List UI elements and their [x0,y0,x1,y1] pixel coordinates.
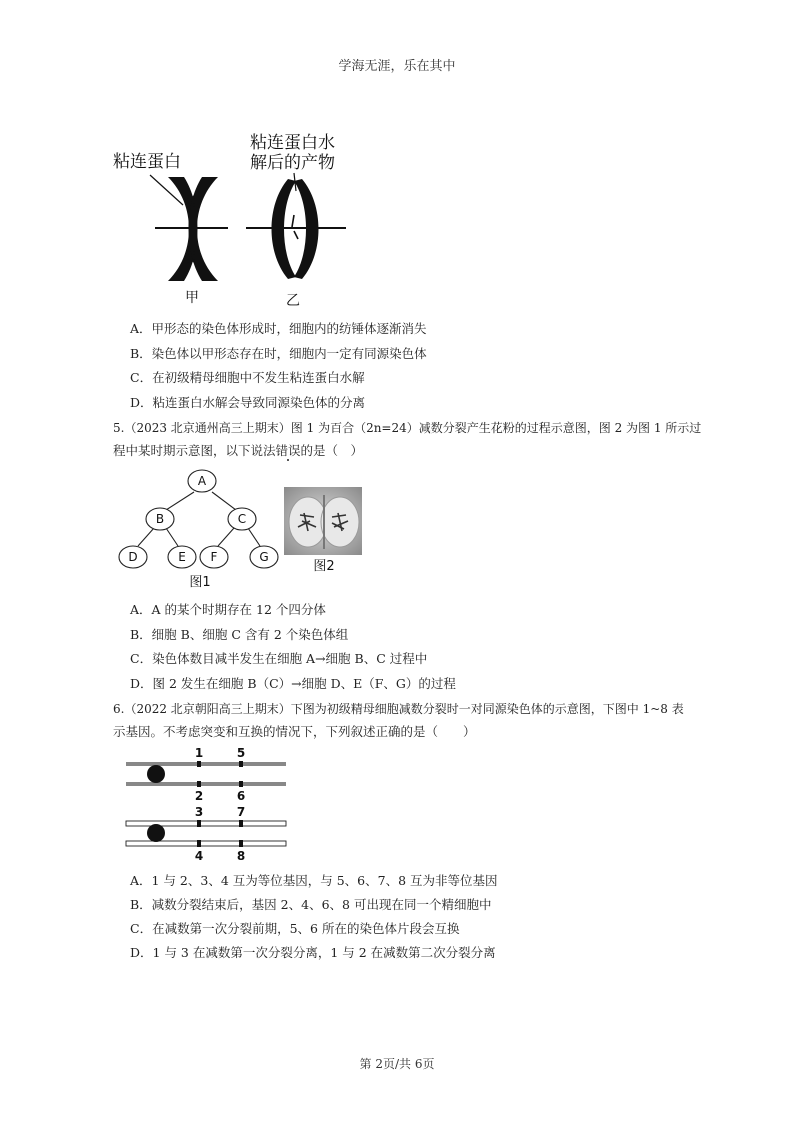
q4-option-c: C．在初级精母细胞中不发生粘连蛋白水解 [130,370,365,385]
edge-b-e [166,528,178,546]
q6-option-c: C．在减数第一次分裂前期，5、6 所在的染色体片段会互换 [130,921,460,936]
edge-b-d [138,528,154,546]
edge-c-f [218,528,234,546]
gene-label-6: 6 [236,789,246,803]
gene-label-5: 5 [236,746,246,760]
q5-stem-line2: 程中某时期示意图，以下说法错误的是（ ） [113,443,364,458]
caption-yi: 乙 [286,293,300,309]
q5-option-a: A．A 的某个时期存在 12 个四分体 [130,602,326,617]
q6-option-a: A．1 与 2、3、4 互为等位基因，与 5、6、7、8 互为非等位基因 [130,873,498,888]
cohesin-figure [100,125,360,310]
node-f-label: F [210,550,218,564]
node-c-label: C [237,512,247,526]
gene-label-4: 4 [194,849,204,863]
gene-8-marker [239,840,243,847]
gene-label-7: 7 [236,805,246,819]
chromosome-pair-upper [126,761,286,787]
fig2-caption: 图2 [313,559,335,574]
edge-c-g [248,528,260,546]
q6-stem-line2: 示基因。不考虑突变和互换的情况下，下列叙述正确的是（ ） [113,724,476,739]
gene-2-marker [197,781,201,787]
edge-a-c [212,492,236,510]
gene-label-3: 3 [194,805,204,819]
q5-option-b: B．细胞 B、细胞 C 含有 2 个染色体组 [130,627,349,642]
gene-label-8: 8 [236,849,246,863]
caption-jia: 甲 [185,290,199,306]
gene-5-marker [239,761,243,767]
label-hydrolysis-line1: 粘连蛋白水 [250,133,335,153]
q5-micrograph-figure [284,487,364,575]
gene-6-marker [239,781,243,787]
q6-option-d: D．1 与 3 在减数第一次分裂分离，1 与 2 在减数第二次分裂分离 [130,945,496,960]
label-cohesin: 粘连蛋白 [113,152,181,172]
q5-stem-line1: 5.（2023 北京通州高三上期末）图 1 为百合（2n=24）减数分裂产生花粉的过程示意图，图 2 为图 1 所示过 [113,421,702,435]
edge-a-b [166,492,194,510]
node-g-label: G [259,550,269,564]
gene-7-marker [239,820,243,827]
page-footer: 第 2页/共 6页 [359,1057,435,1071]
q5-tree-figure [110,462,290,592]
q6-option-b: B．减数分裂结束后，基因 2、4、6、8 可出现在同一个精细胞中 [130,897,492,912]
label-hydrolysis-line2: 解后的产物 [250,153,335,173]
page-header: 学海无涯，乐在其中 [338,59,456,74]
node-d-label: D [128,550,138,564]
q4-option-b: B．染色体以甲形态存在时，细胞内一定有同源染色体 [130,346,427,361]
node-b-label: B [155,512,165,526]
q4-option-d: D．粘连蛋白水解会导致同源染色体的分离 [130,395,366,410]
centromere-lower [147,824,165,842]
centromere-upper [147,765,165,783]
q5-option-d: D．图 2 发生在细胞 B（C）→细胞 D、E（F、G）的过程 [130,676,456,691]
gene-1-marker [197,761,201,767]
chromosome-pair-lower [126,820,286,847]
gene-3-marker [197,820,201,827]
gene-4-marker [197,840,201,847]
q6-chromosome-figure [120,745,295,863]
q5-emphasis: 错误 [275,443,301,458]
gene-label-1: 1 [194,746,204,760]
q6-stem-line1: 6.（2022 北京朝阳高三上期末）下图为初级精母细胞减数分裂时一对同源染色体的示意图，下图中 1~8 表 [113,702,684,716]
node-e-label: E [178,550,186,564]
node-a-label: A [197,474,207,488]
q4-option-a: A．甲形态的染色体形成时，细胞内的纺锤体逐渐消失 [130,321,427,336]
q5-option-c: C．染色体数目减半发生在细胞 A→细胞 B、C 过程中 [130,651,428,666]
fig1-caption: 图1 [189,575,211,590]
gene-label-2: 2 [194,789,204,803]
